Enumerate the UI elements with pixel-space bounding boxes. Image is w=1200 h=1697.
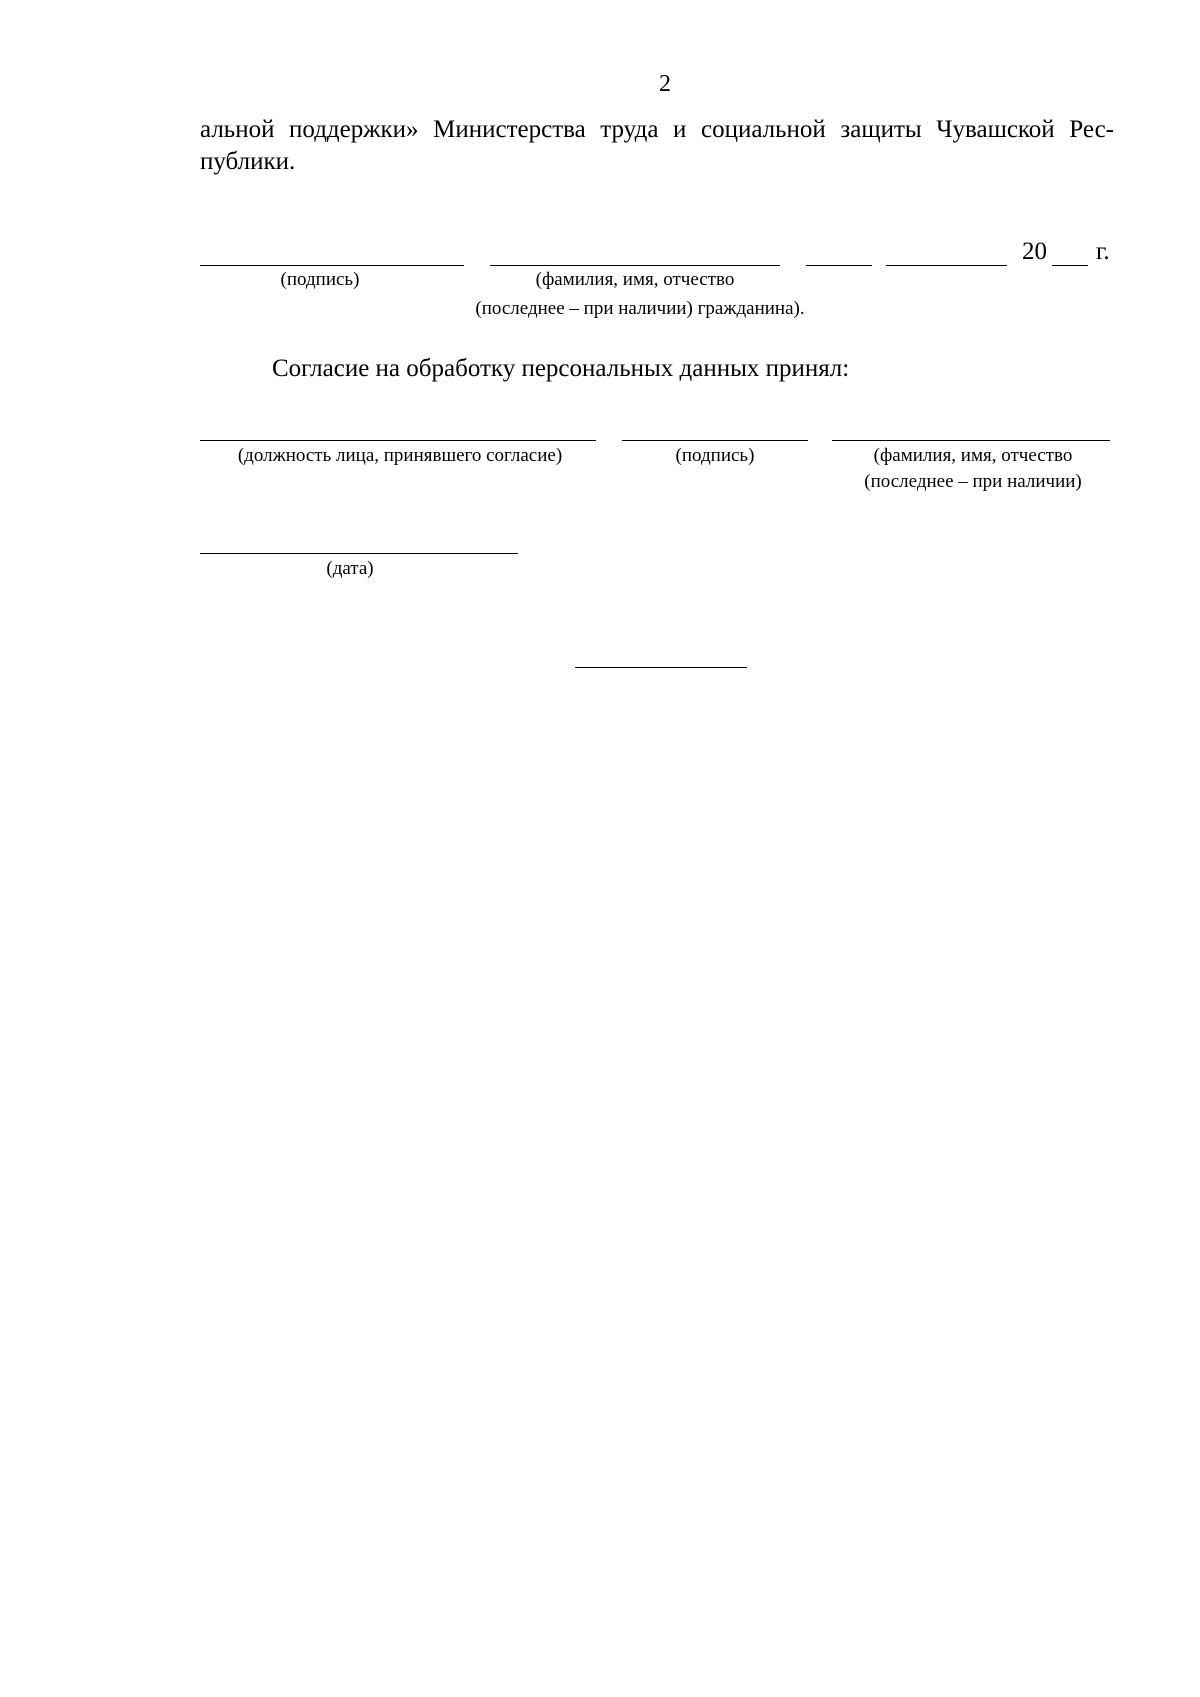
acceptance-heading: Согласие на обработку персональных данных принял:: [272, 355, 850, 382]
citizen-signature-caption: (подпись): [280, 269, 360, 290]
citizen-signature-line: [200, 265, 464, 266]
acceptor-signature-line: [622, 440, 808, 441]
date-day-line: [806, 265, 872, 266]
citizen-name-caption-line-1: (фамилия, имя, отчество: [535, 269, 735, 290]
paragraph-line-2: публики.: [200, 148, 296, 175]
acceptor-name-line: [832, 440, 1110, 441]
date-year-prefix: 20: [1022, 238, 1047, 265]
citizen-name-line: [490, 265, 780, 266]
acceptor-signature-caption: (подпись): [675, 445, 755, 466]
citizen-name-caption-line-2: (последнее – при наличии) гражданина).: [475, 298, 805, 319]
acceptor-name-caption-line-1: (фамилия, имя, отчество: [873, 445, 1073, 466]
date-year-line: [1052, 265, 1088, 266]
acceptor-name-caption-line-2: (последнее – при наличии): [864, 471, 1082, 492]
page-number: 2: [659, 71, 671, 97]
date-year-suffix: г.: [1096, 238, 1110, 265]
paragraph-line-1: альной поддержки» Министерства труда и социальной защиты Чувашской Рес-: [200, 116, 1114, 143]
closing-separator: [575, 667, 747, 668]
position-line: [200, 440, 596, 441]
position-caption: (должность лица, принявшего согласие): [237, 445, 563, 466]
date-line: [200, 553, 518, 554]
date-month-line: [886, 265, 1007, 266]
date-caption: (дата): [326, 558, 374, 579]
